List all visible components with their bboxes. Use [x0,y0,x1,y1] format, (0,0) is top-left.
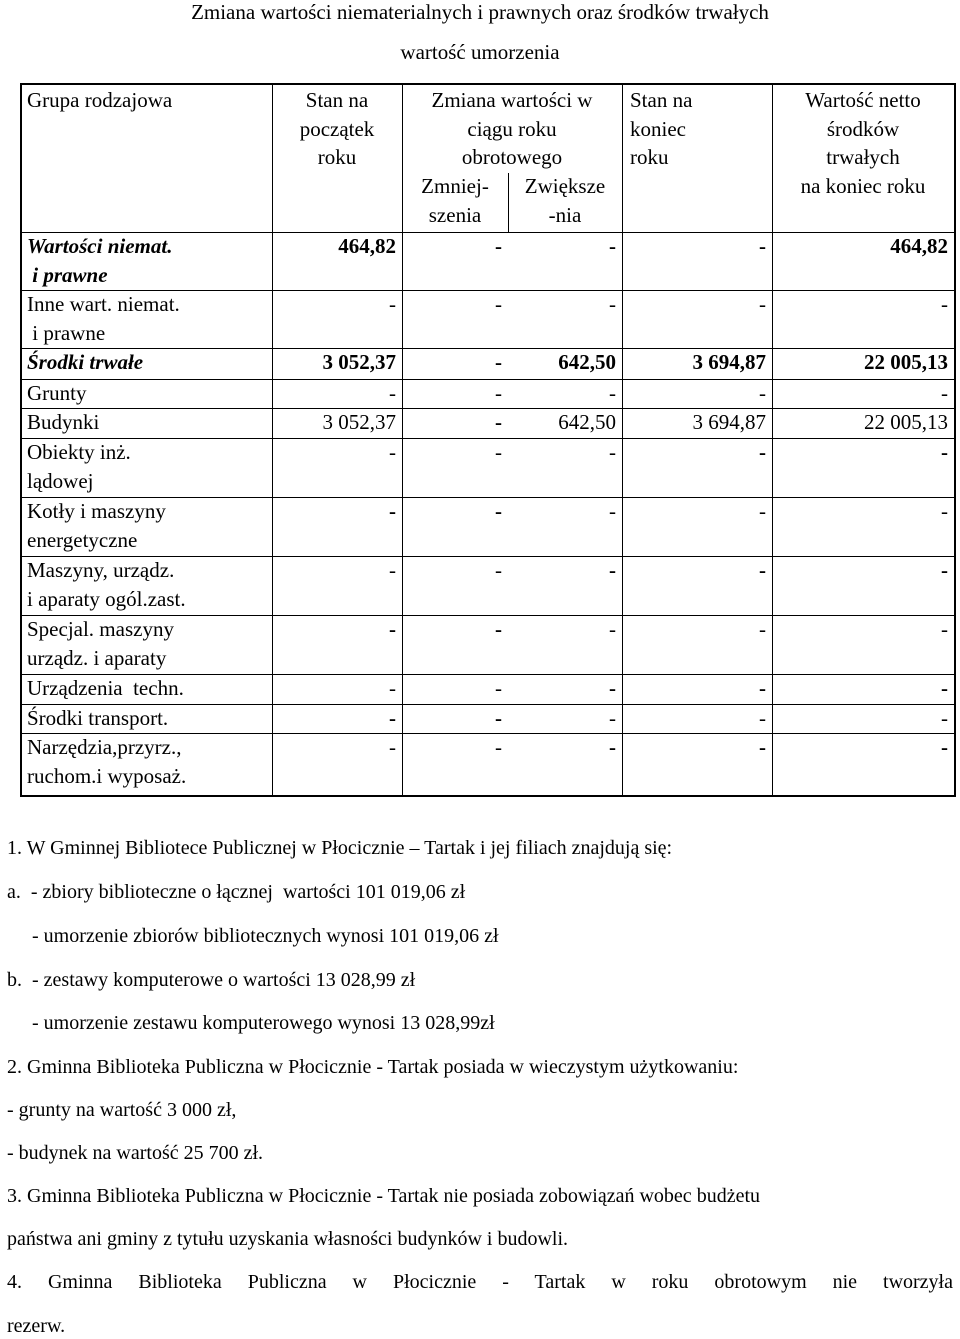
note-3: 3. Gminna Biblioteka Publiczna w Płocicznie - Tartak nie posiada zobowiązań wobec budżetu [7,1185,760,1207]
row-label-line: i prawne [27,321,106,345]
value-cell: - [759,292,766,316]
note-2: 2. Gminna Biblioteka Publiczna w Płocicznie - Tartak posiada w wieczystym użytkowaniu: [7,1056,739,1078]
row-label-line: Kotły i maszyny [27,499,166,523]
value-cell: - [389,617,396,641]
header-start [272,86,402,172]
value-cell: - [495,440,502,464]
value-cell: - [495,735,502,759]
header-net-line: na koniec roku [800,173,926,198]
note-1: 1. W Gminnej Bibliotece Publicznej w Płocicznie – Tartak i jej filiach znajdują się: [7,837,673,859]
row-label-line: Obiekty inż. [27,440,131,464]
row-label-line: Maszyny, urządz. [27,558,175,582]
value-cell: - [609,676,616,700]
value-cell: - [609,381,616,405]
header-end [630,86,770,172]
note-b: b. - zestawy komputerowe o wartości 13 028,99 zł [7,969,416,991]
row-label [27,379,87,408]
row-label [27,704,168,733]
value-cell: - [389,558,396,582]
value-cell: - [389,735,396,759]
value-cell: 464,82 [890,234,948,258]
value-cell: - [609,735,616,759]
row-label-line: urządz. i aparaty [27,646,167,670]
page-title: Zmiana wartości niematerialnych i prawnych oraz środków trwałych [191,0,769,24]
value-cell: - [941,735,948,759]
header-net-line: środków [826,116,900,141]
row-label-line: Urządzenia techn. [27,676,184,700]
value-cell: - [609,558,616,582]
value-cell: - [495,410,502,434]
row-label-line: Budynki [27,410,100,434]
value-cell: - [389,381,396,405]
value-cell: 3 694,87 [692,350,766,374]
header-net [772,86,954,200]
header-change-line: Zmiana wartości w [431,88,593,112]
row-label-line: Inne wart. niemat. [27,292,180,316]
note-2-land: - grunty na wartość 3 000 zł, [7,1099,237,1121]
note-2-building: - budynek na wartość 25 700 zł. [7,1142,264,1164]
row-label-line: Środki trwałe [27,350,144,374]
row-label [27,438,131,496]
header-decrease-line: szenia [428,202,482,227]
row-label-line: energetyczne [27,528,138,552]
value-cell: - [759,617,766,641]
value-cell: - [389,706,396,730]
value-cell: - [609,234,616,258]
value-cell: - [941,617,948,641]
page-subtitle: wartość umorzenia [400,40,560,64]
header-end-line: koniec [630,116,686,141]
row-label-line: lądowej [27,469,94,493]
row-label [27,348,143,377]
value-cell: - [759,381,766,405]
row-label-line: ruchom.i wyposaż. [27,764,187,788]
value-cell: - [759,558,766,582]
row-label-line: Grunty [27,381,87,405]
value-cell: - [389,676,396,700]
value-cell: - [495,292,502,316]
row-label-line: Wartości niemat. [27,234,173,258]
value-cell: - [609,499,616,523]
value-cell: 642,50 [558,350,616,374]
value-cell: - [609,292,616,316]
value-cell: - [495,558,502,582]
row-label [27,408,99,437]
header-start-line: początek [299,116,375,141]
value-cell: - [609,440,616,464]
header-end-line: Stan na [630,88,693,112]
value-cell: - [941,381,948,405]
header-net-line: trwałych [826,145,900,169]
header-group: Grupa rodzajowa [27,88,173,112]
fixed-assets-table [20,83,956,797]
value-cell: - [759,706,766,730]
value-cell: - [941,558,948,582]
value-cell: - [941,292,948,316]
row-label [27,674,184,703]
value-cell: - [495,350,502,374]
row-label-line: i prawne [27,263,108,287]
header-net-line: Wartość netto [805,88,921,112]
value-cell: - [941,499,948,523]
value-cell: - [941,676,948,700]
value-cell: - [759,735,766,759]
header-change-line: ciągu roku [467,116,557,141]
value-cell: - [389,499,396,523]
value-cell: 464,82 [338,234,396,258]
value-cell: - [759,499,766,523]
note-3-cont: państwa ani gminy z tytułu uzyskania własności budynków i budowli. [7,1228,569,1250]
value-cell: - [495,234,502,258]
value-cell: 3 052,37 [322,350,396,374]
note-4: 4. Gminna Biblioteka Publiczna w Płocicznie - Tartak w roku obrotowym nie tworzyła [7,1271,953,1293]
value-cell: - [495,499,502,523]
value-cell: - [389,440,396,464]
value-cell: - [759,676,766,700]
value-cell: 3 694,87 [692,410,766,434]
value-cell: - [759,234,766,258]
row-label [27,556,186,614]
note-b-depreciation: - umorzenie zestawu komputerowego wynosi 13 028,99zł [7,1012,495,1034]
header-end-line: roku [630,145,669,169]
row-label [27,615,174,673]
header-decrease [402,172,508,229]
header-change [402,86,622,172]
note-4-cont: rezerw. [7,1315,66,1337]
value-cell: - [941,706,948,730]
row-label [27,497,166,555]
value-cell: - [609,706,616,730]
row-label [27,733,186,791]
note-a: a. - zbiory biblioteczne o łącznej wartości 101 019,06 zł [7,881,466,903]
header-increase [508,172,622,229]
row-label-line: Narzędzia,przyrz., [27,735,182,759]
value-cell: 22 005,13 [864,350,948,374]
row-label-line: Środki transport. [27,706,169,730]
value-cell: 642,50 [558,410,616,434]
value-cell: - [495,706,502,730]
value-cell: 22 005,13 [864,410,948,434]
value-cell: - [495,381,502,405]
header-decrease-line: Zmniej- [421,174,489,198]
header-start-line: Stan na [305,88,369,112]
row-label-line: i aparaty ogól.zast. [27,587,186,611]
value-cell: - [495,676,502,700]
row-label [27,232,172,290]
row-label-line: Specjal. maszyny [27,617,174,641]
row-label [27,290,180,348]
value-cell: - [389,292,396,316]
note-a-depreciation: - umorzenie zbiorów bibliotecznych wynosi 101 019,06 zł [7,925,499,947]
header-increase-line: Zwiększe [524,174,606,198]
value-cell: - [759,440,766,464]
header-change-line: obrotowego [461,145,563,169]
header-start-line: roku [317,145,357,169]
value-cell: - [941,440,948,464]
header-increase-line: -nia [548,202,582,227]
value-cell: 3 052,37 [322,410,396,434]
value-cell: - [609,617,616,641]
value-cell: - [495,617,502,641]
